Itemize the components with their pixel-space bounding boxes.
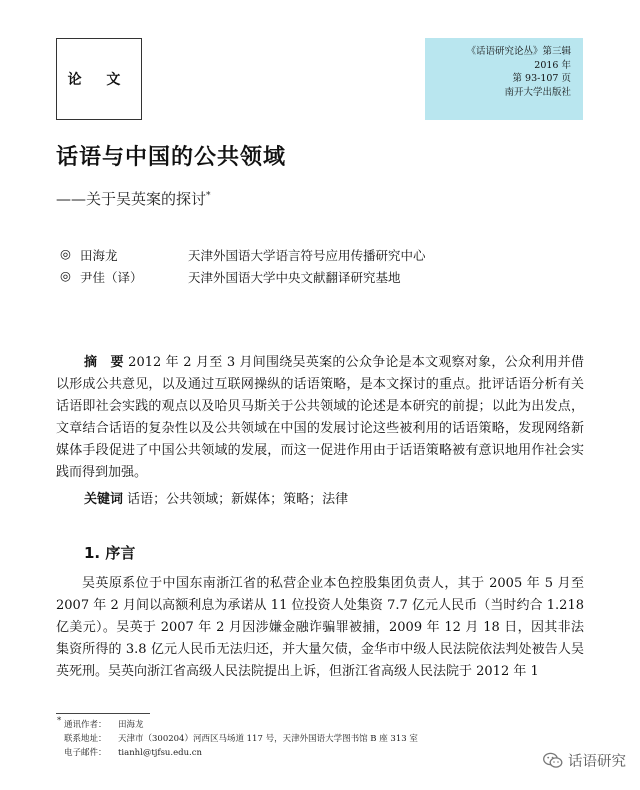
- footnote-label: 电子邮件：: [64, 748, 107, 758]
- footnote-label: 通讯作者：: [64, 720, 107, 730]
- section-heading: 1. 序言: [84, 544, 136, 562]
- article-type-label: 论 文: [67, 72, 131, 88]
- author-affiliation: 天津外国语大学中央文献翻译研究基地: [188, 270, 401, 285]
- keywords-text: 话语；公共领域；新媒体；策略；法律: [127, 492, 349, 507]
- journal-name: 《话语研究论丛》第三辑: [466, 46, 571, 57]
- article-type-box: [56, 38, 142, 120]
- author-affiliation: 天津外国语大学语言符号应用传播研究中心: [188, 248, 426, 263]
- section-body: 吴英原系位于中国东南浙江省的私营企业本色控股集团负责人，其于 2005 年 5 月至 2007 年 2 月间以高额利息为承诺从 11 位投资人处集资 7.7 亿元人民币（当时约合 1.218 亿美元）。吴英于 2007 年 2 月因涉嫌金融诈骗罪被捕，2009 年 12 月 18 日，因其非法集资所得的 3.8 亿元人民币无法归还，并大量欠债，金华市中级人民法院依法判处被告人吴英死刑。吴英向浙江省高级人民法院提出上诉，但浙江省高级人民法院于 2012 年 1: [56, 576, 584, 679]
- journal-year: 2016 年: [534, 59, 571, 71]
- author-name: 田海龙: [80, 248, 118, 263]
- footnote-row: [64, 732, 418, 744]
- watermark: [543, 750, 626, 771]
- footnote-divider: [56, 713, 150, 714]
- journal-pages: 第 93-107 页: [512, 73, 571, 85]
- footnote-mark: *: [57, 716, 62, 726]
- keywords-label: 关键词: [84, 492, 124, 507]
- footnote-row: [64, 746, 202, 758]
- article-title: 话语与中国的公共领域: [56, 145, 287, 170]
- author-row: [60, 268, 401, 286]
- journal-publisher: 南开大学出版社: [504, 86, 571, 98]
- footnote-label: 联系地址：: [64, 734, 107, 744]
- journal-info-box: [425, 38, 583, 120]
- author-marker: ◎: [60, 246, 71, 261]
- article-subtitle: [56, 188, 211, 209]
- author-name: 尹佳（译）: [80, 270, 143, 285]
- keywords: [84, 488, 348, 507]
- abstract: [56, 352, 584, 484]
- watermark-text: 话语研究: [568, 754, 626, 770]
- abstract-label: 摘 要: [84, 355, 124, 370]
- author-row: [60, 246, 426, 264]
- footnote-value: 天津市（300204）河西区马场道 117 号，天津外国语大学图书馆 B 座 313 室: [118, 734, 418, 744]
- wechat-icon: [543, 752, 563, 769]
- subtitle-footnote-mark: *: [206, 191, 211, 201]
- author-marker: ◎: [60, 268, 71, 283]
- abstract-text: 2012 年 2 月至 3 月间围绕吴英案的公众争论是本文观察对象，公众利用并借以形成公共意见，以及通过互联网操纵的话语策略，是本文探讨的重点。批评话语分析有关话语即社会实践的观点以及哈贝马斯关于公共领域的论述是本研究的前提；以此为出发点，文章结合话语的复杂性以及公共领域在中国的发展讨论这些被利用的话语策略，发现网络新媒体手段促进了中国公共领域的发展，而这一促进作用由于话语策略被有意识地用作社会实践而得到加强。: [56, 355, 584, 480]
- footnote-value: 田海龙: [118, 720, 144, 730]
- subtitle-text: ——关于吴英案的探讨: [56, 190, 207, 208]
- footnote-row: [57, 716, 144, 730]
- footnote-value: tianhl@tjfsu.edu.cn: [118, 748, 202, 758]
